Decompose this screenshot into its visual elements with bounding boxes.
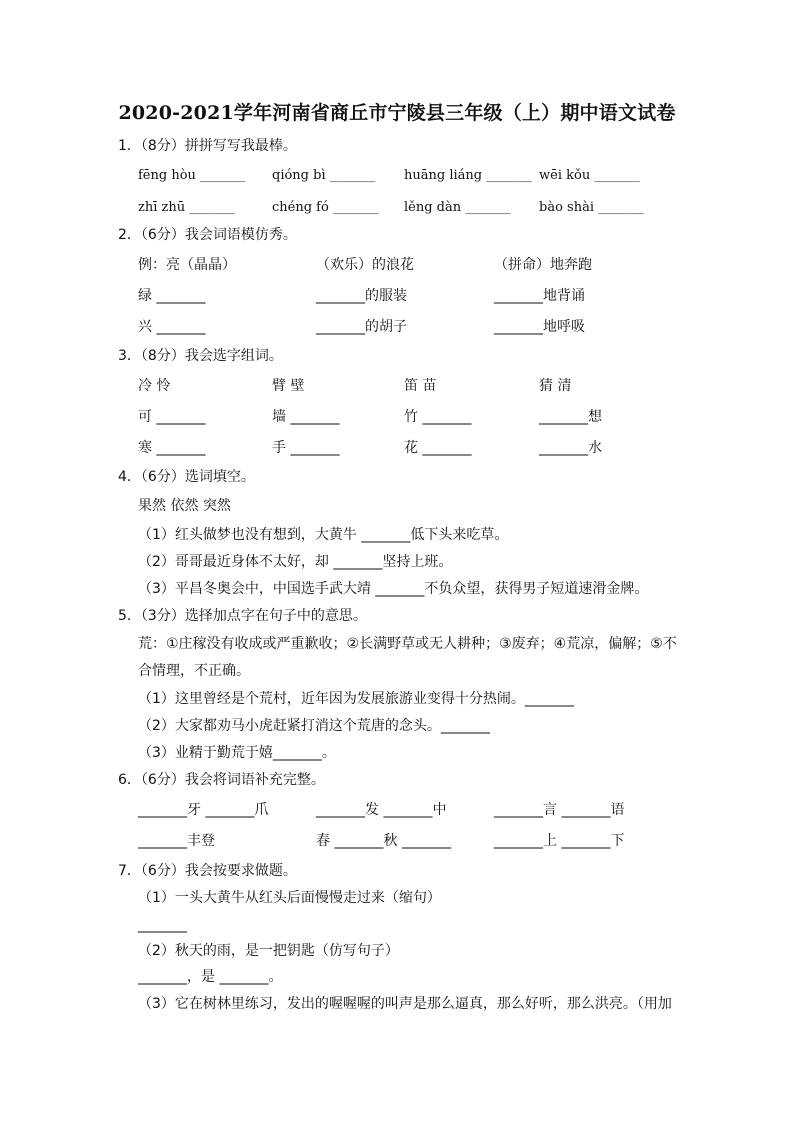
q3-item: 寒 _______ bbox=[138, 440, 206, 456]
q5-sentence: （2）大家都劝马小虎赶紧打消这个荒唐的念头。_______ bbox=[138, 718, 490, 734]
q4-word-choices: 果然 依然 突然 bbox=[138, 498, 231, 514]
q3-item: 臂 壁 bbox=[272, 378, 305, 394]
q5-sentence: （3）业精于勤荒于嬉_______。 bbox=[138, 745, 336, 761]
q1-pinyin-item: chéng fó _______ bbox=[272, 200, 379, 215]
q5-definition: 荒：①庄稼没有收成或严重歉收；②长满野草或无人耕种；③废弃；④荒凉，偏解；⑤不合情理，不正确。 bbox=[138, 636, 677, 679]
q2-item: （拼命）地奔跑 bbox=[494, 257, 592, 273]
q3-item: _______水 bbox=[539, 440, 602, 456]
q7-sentence: （3）它在树林里练习，发出的喔喔喔的叫声是那么逼真，那么好听，那么洪亮。（用加 bbox=[138, 996, 672, 1012]
q5-sentence: （1）这里曾经是个荒村，近年因为发展旅游业变得十分热闹。_______ bbox=[138, 691, 574, 707]
q2-item: _______的胡子 bbox=[316, 319, 407, 335]
q4-header: 4．（6分）选词填空。 bbox=[118, 469, 255, 485]
q1-pinyin-item: zhī zhū _______ bbox=[138, 200, 235, 215]
q3-item: 猜 清 bbox=[539, 378, 572, 394]
q7-sentence: （1）一头大黄牛从红头后面慢慢走过来（缩句） bbox=[138, 890, 441, 906]
q7-header: 7．（6分）我会按要求做题。 bbox=[118, 863, 297, 879]
q2-item: _______地背诵 bbox=[494, 288, 585, 304]
q7-answer-blank: _______ bbox=[138, 917, 187, 933]
q5-header: 5．（3分）选择加点字在句子中的意思。 bbox=[118, 608, 367, 624]
q2-item: 例：亮（晶晶） bbox=[138, 257, 236, 273]
page-title: 2020-2021学年河南省商丘市宁陵县三年级（上）期中语文试卷 bbox=[118, 102, 676, 124]
q4-sentence: （2）哥哥最近身体不太好，却 _______坚持上班。 bbox=[138, 554, 453, 570]
q3-item: 手 _______ bbox=[272, 440, 340, 456]
q6-item: _______上 _______下 bbox=[494, 833, 625, 849]
q7-answer-blank: _______，是 _______。 bbox=[138, 969, 283, 985]
q6-item: 春 _______秋 _______ bbox=[316, 833, 451, 849]
q6-item: _______发 _______中 bbox=[316, 802, 447, 818]
q1-pinyin-item: bào shài _______ bbox=[539, 200, 644, 215]
q2-item: （欢乐）的浪花 bbox=[316, 257, 414, 273]
q2-item: 兴 _______ bbox=[138, 319, 206, 335]
q1-pinyin-item: lěng dàn _______ bbox=[404, 200, 511, 215]
q4-sentence: （1）红头做梦也没有想到，大黄牛 _______低下头来吃草。 bbox=[138, 527, 509, 543]
q2-item: _______的服装 bbox=[316, 288, 407, 304]
q2-item: 绿 _______ bbox=[138, 288, 206, 304]
q3-item: 墙 _______ bbox=[272, 409, 340, 425]
q1-pinyin-item: fēng hòu _______ bbox=[138, 168, 246, 183]
q6-item: _______牙 _______爪 bbox=[138, 802, 269, 818]
q6-item: _______言 _______语 bbox=[494, 802, 625, 818]
q3-item: 冷 怜 bbox=[138, 378, 171, 394]
q3-item: _______想 bbox=[539, 409, 602, 425]
q3-item: 竹 _______ bbox=[404, 409, 472, 425]
q3-header: 3．（8分）我会选字组词。 bbox=[118, 348, 283, 364]
q3-item: 花 _______ bbox=[404, 440, 472, 456]
q1-pinyin-item: huāng liáng _______ bbox=[404, 168, 532, 183]
q2-item: _______地呼吸 bbox=[494, 319, 585, 335]
q7-sentence: （2）秋天的雨，是一把钥匙（仿写句子） bbox=[138, 943, 399, 959]
q4-sentence: （3）平昌冬奥会中，中国选手武大靖 _______不负众望，获得男子短道速滑金牌。 bbox=[138, 581, 649, 597]
q1-pinyin-item: wēi kǒu _______ bbox=[539, 168, 640, 183]
q1-pinyin-item: qióng bì _______ bbox=[272, 168, 376, 183]
q1-header: 1．（8分）拼拼写写我最棒。 bbox=[118, 138, 297, 154]
q6-header: 6．（6分）我会将词语补充完整。 bbox=[118, 772, 325, 788]
q3-item: 笛 苗 bbox=[404, 378, 437, 394]
q6-item: _______丰登 bbox=[138, 833, 215, 849]
q3-item: 可 _______ bbox=[138, 409, 206, 425]
q2-header: 2．（6分）我会词语模仿秀。 bbox=[118, 227, 297, 243]
